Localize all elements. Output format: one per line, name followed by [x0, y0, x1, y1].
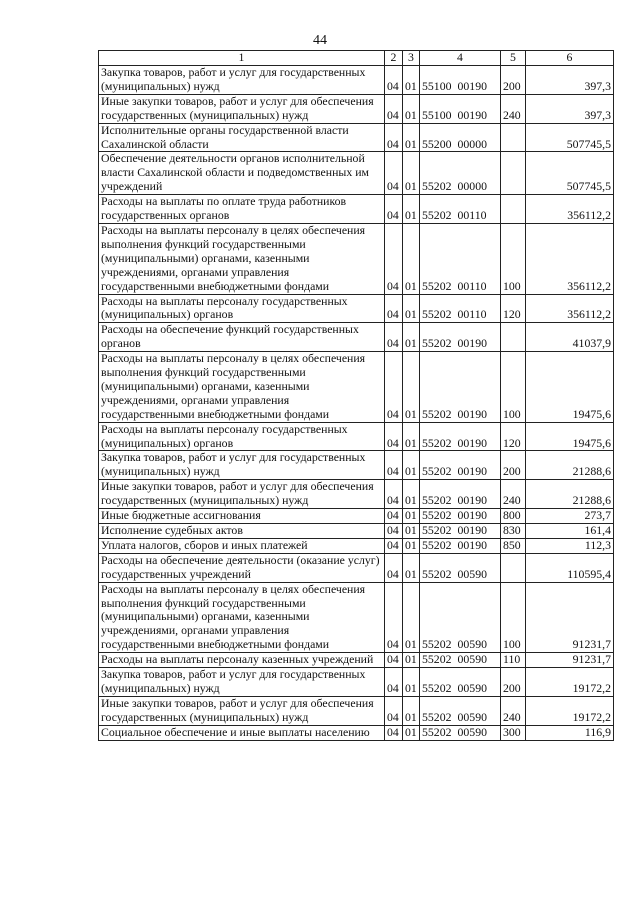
row-subsection-code: 01	[403, 66, 420, 95]
table-row	[99, 323, 614, 352]
target-article-direction: 00110	[457, 278, 487, 293]
row-name-cell: Социальное обеспечение и иные выплаты населению	[99, 725, 385, 740]
row-expense-type-code	[501, 553, 526, 582]
table-row	[99, 668, 614, 697]
target-article-direction: 00190	[457, 435, 487, 450]
row-target-article-code	[420, 223, 501, 294]
row-section-code: 04	[385, 725, 403, 740]
target-article-program: 55202	[422, 709, 452, 724]
target-article-program: 55202	[422, 336, 452, 351]
row-name-cell: Расходы на выплаты по оплате труда работников государственных органов	[99, 195, 385, 224]
target-article-direction: 00190	[457, 107, 487, 122]
row-target-article-code	[420, 294, 501, 323]
row-target-article-code	[420, 422, 501, 451]
target-article-program: 55202	[422, 508, 452, 523]
table-row	[99, 123, 614, 152]
row-subsection-code: 01	[403, 323, 420, 352]
target-article-direction: 00190	[457, 78, 487, 93]
row-expense-type-code	[501, 123, 526, 152]
row-name-cell: Иные бюджетные ассигнования	[99, 509, 385, 524]
row-name-cell: Расходы на выплаты персоналу государственных (муниципальных) органов	[99, 422, 385, 451]
table-row	[99, 352, 614, 423]
row-expense-type-code: 240	[501, 696, 526, 725]
row-name-cell: Обеспечение деятельности органов исполнительной власти Сахалинской области и подведомственных им учреждений	[99, 152, 385, 195]
table-row	[99, 195, 614, 224]
table-row	[99, 509, 614, 524]
row-target-article-code	[420, 94, 501, 123]
target-article-program: 55202	[422, 435, 452, 450]
target-article-direction: 00190	[457, 336, 487, 351]
row-section-code: 04	[385, 696, 403, 725]
target-article-direction: 00190	[457, 464, 487, 479]
table-row	[99, 152, 614, 195]
row-expense-type-code: 200	[501, 66, 526, 95]
row-target-article-code	[420, 451, 501, 480]
row-name-cell: Иные закупки товаров, работ и услуг для обеспечения государственных (муниципальных) нужд	[99, 696, 385, 725]
row-amount: 356112,2	[526, 294, 614, 323]
table-row	[99, 524, 614, 539]
row-section-code: 04	[385, 668, 403, 697]
row-section-code: 04	[385, 323, 403, 352]
table-row	[99, 94, 614, 123]
row-target-article-code	[420, 352, 501, 423]
row-name-cell: Иные закупки товаров, работ и услуг для обеспечения государственных (муниципальных) нужд	[99, 94, 385, 123]
row-amount: 507745,5	[526, 152, 614, 195]
table-row	[99, 223, 614, 294]
row-target-article-code	[420, 480, 501, 509]
row-amount: 356112,2	[526, 223, 614, 294]
row-amount: 507745,5	[526, 123, 614, 152]
row-expense-type-code: 100	[501, 582, 526, 653]
row-section-code: 04	[385, 538, 403, 553]
row-amount: 397,3	[526, 94, 614, 123]
row-amount: 273,7	[526, 509, 614, 524]
row-expense-type-code	[501, 323, 526, 352]
row-section-code: 04	[385, 451, 403, 480]
row-target-article-code	[420, 195, 501, 224]
row-subsection-code: 01	[403, 422, 420, 451]
table-row	[99, 582, 614, 653]
row-amount: 19475,6	[526, 352, 614, 423]
target-article-program: 55202	[422, 406, 452, 421]
target-article-direction: 00590	[457, 652, 487, 667]
row-amount: 21288,6	[526, 480, 614, 509]
target-article-direction: 00190	[457, 493, 487, 508]
row-expense-type-code: 110	[501, 653, 526, 668]
row-section-code: 04	[385, 509, 403, 524]
row-subsection-code: 01	[403, 524, 420, 539]
table-row	[99, 451, 614, 480]
target-article-program: 55202	[422, 208, 452, 223]
target-article-direction: 00110	[457, 307, 487, 322]
row-amount: 397,3	[526, 66, 614, 95]
target-article-program: 55202	[422, 464, 452, 479]
row-target-article-code	[420, 582, 501, 653]
row-expense-type-code: 120	[501, 294, 526, 323]
row-expense-type-code	[501, 152, 526, 195]
row-subsection-code: 01	[403, 696, 420, 725]
row-subsection-code: 01	[403, 480, 420, 509]
target-article-direction: 00590	[457, 709, 487, 724]
row-expense-type-code: 830	[501, 524, 526, 539]
target-article-program: 55202	[422, 278, 452, 293]
row-name-cell: Расходы на выплаты персоналу в целях обеспечения выполнения функций государственными (муниципальными) органами, казенными учреждениями, органами управления государственными внебюджетными фондами	[99, 223, 385, 294]
row-amount: 161,4	[526, 524, 614, 539]
row-expense-type-code: 850	[501, 538, 526, 553]
row-subsection-code: 01	[403, 668, 420, 697]
table-row	[99, 653, 614, 668]
target-article-direction: 00590	[457, 566, 487, 581]
row-section-code: 04	[385, 123, 403, 152]
row-subsection-code: 01	[403, 509, 420, 524]
row-subsection-code: 01	[403, 195, 420, 224]
row-target-article-code	[420, 152, 501, 195]
target-article-program: 55202	[422, 493, 452, 508]
row-amount: 116,9	[526, 725, 614, 740]
target-article-program: 55202	[422, 724, 452, 739]
row-amount: 91231,7	[526, 582, 614, 653]
row-subsection-code: 01	[403, 94, 420, 123]
row-name-cell: Расходы на обеспечение функций государственных органов	[99, 323, 385, 352]
row-subsection-code: 01	[403, 538, 420, 553]
row-target-article-code	[420, 696, 501, 725]
row-section-code: 04	[385, 66, 403, 95]
row-target-article-code	[420, 524, 501, 539]
target-article-program: 55100	[422, 107, 452, 122]
target-article-direction: 00590	[457, 724, 487, 739]
target-article-program: 55202	[422, 637, 452, 652]
row-expense-type-code: 100	[501, 223, 526, 294]
row-subsection-code: 01	[403, 294, 420, 323]
row-section-code: 04	[385, 152, 403, 195]
header-cell-1: 1	[99, 51, 385, 66]
row-amount: 19475,6	[526, 422, 614, 451]
row-amount: 41037,9	[526, 323, 614, 352]
target-article-direction: 00590	[457, 637, 487, 652]
target-article-direction: 00000	[457, 136, 487, 151]
target-article-direction: 00190	[457, 508, 487, 523]
row-amount: 19172,2	[526, 668, 614, 697]
table-row	[99, 66, 614, 95]
row-expense-type-code: 200	[501, 668, 526, 697]
row-section-code: 04	[385, 553, 403, 582]
target-article-program: 55202	[422, 537, 452, 552]
row-expense-type-code: 800	[501, 509, 526, 524]
row-name-cell: Уплата налогов, сборов и иных платежей	[99, 538, 385, 553]
target-article-program: 55202	[422, 179, 452, 194]
table-row	[99, 538, 614, 553]
target-article-program: 55200	[422, 136, 452, 151]
row-subsection-code: 01	[403, 582, 420, 653]
target-article-program: 55202	[422, 523, 452, 537]
budget-table	[98, 50, 614, 741]
table-row	[99, 294, 614, 323]
row-target-article-code	[420, 653, 501, 668]
row-name-cell: Исполнение судебных актов	[99, 524, 385, 539]
row-subsection-code: 01	[403, 352, 420, 423]
row-name-cell: Иные закупки товаров, работ и услуг для обеспечения государственных (муниципальных) нужд	[99, 480, 385, 509]
target-article-direction: 00190	[457, 406, 487, 421]
row-section-code: 04	[385, 524, 403, 539]
row-amount: 21288,6	[526, 451, 614, 480]
target-article-program: 55202	[422, 652, 452, 667]
target-article-program: 55100	[422, 78, 452, 93]
row-section-code: 04	[385, 352, 403, 423]
row-subsection-code: 01	[403, 653, 420, 668]
row-section-code: 04	[385, 94, 403, 123]
row-expense-type-code	[501, 195, 526, 224]
row-name-cell: Расходы на выплаты персоналу государственных (муниципальных) органов	[99, 294, 385, 323]
row-name-cell: Расходы на обеспечение деятельности (оказание услуг) государственных учреждений	[99, 553, 385, 582]
target-article-direction: 00190	[457, 523, 487, 537]
row-section-code: 04	[385, 582, 403, 653]
row-expense-type-code: 200	[501, 451, 526, 480]
row-subsection-code: 01	[403, 451, 420, 480]
row-name-cell: Закупка товаров, работ и услуг для государственных (муниципальных) нужд	[99, 66, 385, 95]
table-row	[99, 696, 614, 725]
row-section-code: 04	[385, 223, 403, 294]
table-body	[99, 66, 614, 741]
row-target-article-code	[420, 509, 501, 524]
row-amount: 19172,2	[526, 696, 614, 725]
table-row	[99, 480, 614, 509]
row-expense-type-code: 240	[501, 94, 526, 123]
page-number: 44	[313, 33, 327, 48]
header-cell-4: 4	[420, 51, 501, 66]
row-target-article-code	[420, 538, 501, 553]
header-cell-3: 3	[403, 51, 420, 66]
row-section-code: 04	[385, 422, 403, 451]
row-target-article-code	[420, 668, 501, 697]
row-expense-type-code: 240	[501, 480, 526, 509]
row-amount: 110595,4	[526, 553, 614, 582]
row-target-article-code	[420, 123, 501, 152]
row-expense-type-code: 300	[501, 725, 526, 740]
row-subsection-code: 01	[403, 123, 420, 152]
row-subsection-code: 01	[403, 725, 420, 740]
target-article-direction: 00190	[457, 537, 487, 552]
row-name-cell: Исполнительные органы государственной власти Сахалинской области	[99, 123, 385, 152]
row-section-code: 04	[385, 195, 403, 224]
row-expense-type-code: 120	[501, 422, 526, 451]
row-section-code: 04	[385, 653, 403, 668]
row-target-article-code	[420, 66, 501, 95]
target-article-program: 55202	[422, 566, 452, 581]
target-article-direction: 00000	[457, 179, 487, 194]
header-cell-5: 5	[501, 51, 526, 66]
row-section-code: 04	[385, 480, 403, 509]
target-article-direction: 00590	[457, 680, 487, 695]
table-row	[99, 422, 614, 451]
header-cell-2: 2	[385, 51, 403, 66]
row-name-cell: Закупка товаров, работ и услуг для государственных (муниципальных) нужд	[99, 668, 385, 697]
table-row	[99, 553, 614, 582]
header-row	[99, 51, 614, 66]
row-name-cell: Расходы на выплаты персоналу в целях обеспечения выполнения функций государственными (муниципальными) органами, казенными учреждениями, органами управления государственными внебюджетными фондами	[99, 352, 385, 423]
target-article-direction: 00110	[457, 208, 487, 223]
row-name-cell: Расходы на выплаты персоналу казенных учреждений	[99, 653, 385, 668]
header-cell-6: 6	[526, 51, 614, 66]
row-target-article-code	[420, 553, 501, 582]
row-name-cell: Расходы на выплаты персоналу в целях обеспечения выполнения функций государственными (муниципальными) органами, казенными учреждениями, органами управления государственными внебюджетными фондами	[99, 582, 385, 653]
row-target-article-code	[420, 725, 501, 740]
row-amount: 112,3	[526, 538, 614, 553]
table-row	[99, 725, 614, 740]
row-subsection-code: 01	[403, 223, 420, 294]
target-article-program: 55202	[422, 307, 452, 322]
target-article-program: 55202	[422, 680, 452, 695]
row-target-article-code	[420, 323, 501, 352]
row-subsection-code: 01	[403, 553, 420, 582]
row-subsection-code: 01	[403, 152, 420, 195]
row-amount: 356112,2	[526, 195, 614, 224]
row-name-cell: Закупка товаров, работ и услуг для государственных (муниципальных) нужд	[99, 451, 385, 480]
row-section-code: 04	[385, 294, 403, 323]
row-expense-type-code: 100	[501, 352, 526, 423]
row-amount: 91231,7	[526, 653, 614, 668]
